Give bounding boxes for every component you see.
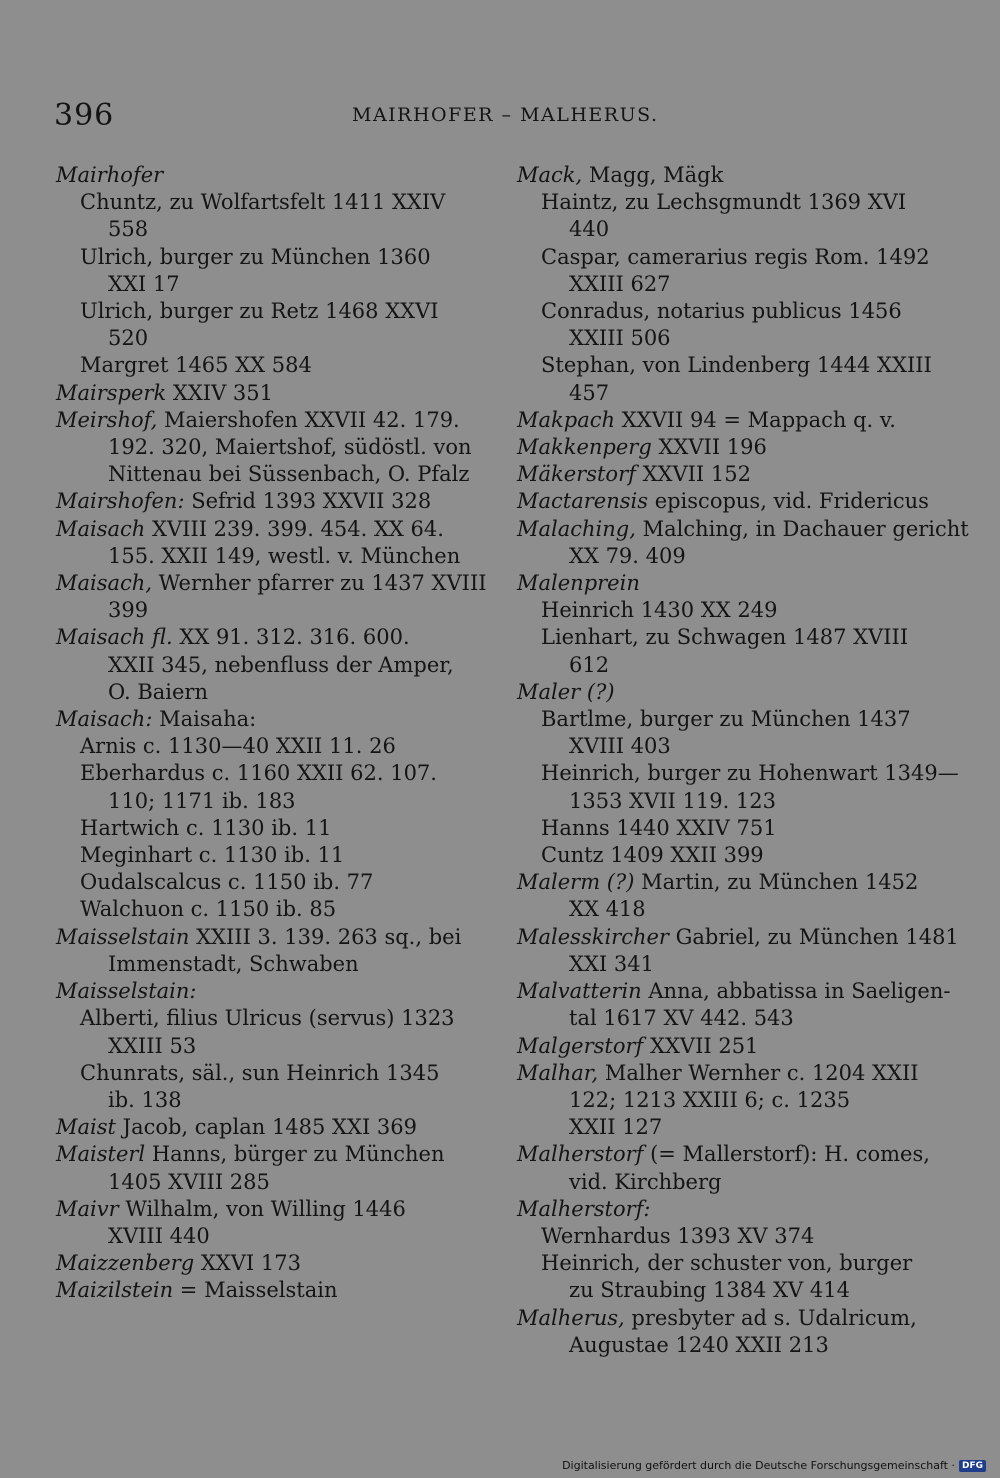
entry-text: Martin, zu München 1452 [634, 870, 919, 895]
entry-text: 520 [108, 326, 149, 351]
entry-text: Heinrich, burger zu Hohenwart 1349— [541, 761, 959, 786]
index-line [56, 896, 476, 923]
index-line [517, 380, 937, 407]
entry-text: Chuntz, zu Wolfartsfelt 1411 XXIV [80, 190, 446, 215]
headword: Makkenperg [517, 435, 652, 460]
index-line [517, 1196, 937, 1223]
index-line [56, 1087, 476, 1114]
entry-text: Bartlme, burger zu München 1437 [541, 707, 911, 732]
headword: Malherus, [517, 1305, 625, 1330]
index-line [56, 380, 476, 407]
index-line [517, 652, 937, 679]
index-line [56, 407, 476, 434]
index-line [56, 434, 476, 461]
index-line [517, 1114, 937, 1141]
index-line [56, 1005, 476, 1032]
headword: Maisach: [56, 707, 153, 732]
index-line [517, 733, 937, 760]
entry-text: XXVII 94 = Mappach q. v. [615, 407, 896, 432]
index-line [517, 815, 937, 842]
headword: Malerm (?) [517, 870, 635, 895]
entry-text: Gabriel, zu München 1481 [668, 924, 959, 949]
entry-text: 558 [108, 217, 149, 242]
entry-text: 192. 320, Maiertshof, südöstl. von [108, 435, 472, 460]
entry-text: XXIII 627 [569, 271, 671, 296]
index-line [56, 216, 476, 243]
entry-text: tal 1617 XV 442. 543 [569, 1006, 794, 1031]
entry-text: Augustae 1240 XXII 213 [569, 1332, 829, 1357]
headword: Maisselstain [56, 924, 190, 949]
dfg-logo: DFG [959, 1460, 986, 1472]
headword: Malenprein [517, 571, 640, 596]
index-line [517, 352, 937, 379]
index-line [517, 1005, 937, 1032]
index-line [56, 1223, 476, 1250]
headword: Malherstorf: [517, 1196, 651, 1221]
entry-text: 122; 1213 XXIII 6; c. 1235 [569, 1087, 851, 1112]
headword: Mactarensis [517, 489, 649, 514]
headword: Maisach fl. [56, 625, 173, 650]
index-line [56, 189, 476, 216]
headword: Maizilstein [56, 1278, 174, 1303]
entry-text: 1353 XVII 119. 123 [569, 788, 777, 813]
entry-text: Eberhardus c. 1160 XXII 62. 107. [80, 761, 437, 786]
index-line [56, 788, 476, 815]
entry-text: Heinrich 1430 XX 249 [541, 598, 778, 623]
entry-text: ib. 138 [108, 1087, 182, 1112]
index-line [56, 1114, 476, 1141]
index-line [517, 570, 937, 597]
entry-text: presbyter ad s. Udalricum, [624, 1305, 917, 1330]
index-line [56, 842, 476, 869]
headword: Mäkerstorf [517, 462, 636, 487]
index-line [56, 679, 476, 706]
index-line [56, 1250, 476, 1277]
entry-text: Alberti, filius Ulricus (servus) 1323 [80, 1006, 455, 1031]
entry-text: Hanns, bürger zu München [145, 1142, 445, 1167]
headword: Maisterl [56, 1142, 146, 1167]
entry-text: vid. Kirchberg [569, 1169, 722, 1194]
entry-text: = Maisselstain [173, 1278, 338, 1303]
entry-text: Ulrich, burger zu Retz 1468 XXVI [80, 299, 439, 324]
index-line [56, 733, 476, 760]
headword: Malhar, [517, 1060, 599, 1085]
entry-text: Conradus, notarius publicus 1456 [541, 299, 902, 324]
entry-text: XXVII 251 [643, 1033, 759, 1058]
index-line [517, 679, 937, 706]
footer-text: Digitalisierung gefördert durch die Deutsche Forschungsgemeinschaft · [562, 1459, 955, 1472]
entry-text: Lienhart, zu Schwagen 1487 XVIII [541, 625, 909, 650]
index-line [517, 760, 959, 787]
index-line [517, 842, 937, 869]
entry-text: Maisaha: [152, 707, 257, 732]
entry-text: Meginhart c. 1130 ib. 11 [80, 843, 345, 868]
index-line [56, 298, 476, 325]
index-line [517, 1223, 937, 1250]
index-line [56, 1169, 476, 1196]
entry-text: XXIII 53 [108, 1033, 197, 1058]
headword: Maizzenberg [56, 1251, 195, 1276]
index-line [56, 597, 476, 624]
index-line [517, 706, 937, 733]
index-line [517, 924, 959, 951]
index-line [56, 1277, 476, 1304]
entry-text: XVIII 440 [108, 1223, 210, 1248]
headword: Malesskircher [517, 924, 669, 949]
index-line [517, 1033, 937, 1060]
entry-text: Nittenau bei Süssenbach, O. Pfalz [108, 462, 470, 487]
entry-text: 457 [569, 380, 610, 405]
page-number: 396 [54, 98, 115, 133]
index-line [56, 624, 476, 651]
index-line [56, 978, 476, 1005]
entry-text: XXI 17 [108, 271, 180, 296]
headword: Mack, [517, 163, 583, 187]
index-line [517, 624, 937, 651]
index-line [56, 815, 476, 842]
headword: Malaching, [517, 516, 636, 541]
index-line [517, 407, 937, 434]
headword: Malgerstorf [517, 1033, 644, 1058]
index-line [517, 543, 937, 570]
entry-text: XXII 345, nebenfluss der Amper, [108, 652, 454, 677]
entry-text: Malching, in Dachauer gericht [635, 516, 969, 541]
index-line [517, 1250, 937, 1277]
entry-text: Immenstadt, Schwaben [108, 951, 359, 976]
entry-text: Arnis c. 1130—40 XXII 11. 26 [80, 734, 396, 759]
entry-text: XVIII 239. 399. 454. XX 64. [145, 516, 444, 541]
entry-text: Wernher pfarrer zu 1437 XVIII [152, 571, 487, 596]
headword: Maisselstain: [56, 979, 197, 1004]
running-head: MAIRHOFER – MALHERUS. [352, 104, 659, 126]
index-line [56, 1196, 476, 1223]
left-column [56, 162, 487, 1305]
entry-text: Caspar, camerarius regis Rom. 1492 [541, 244, 930, 269]
index-line [56, 1060, 476, 1087]
entry-text: 440 [569, 217, 610, 242]
index-line [517, 978, 951, 1005]
index-line [517, 788, 937, 815]
index-line [56, 352, 476, 379]
index-line [56, 325, 476, 352]
index-line [517, 216, 937, 243]
entry-text: Anna, abbatissa in Saeligen- [641, 979, 951, 1004]
entry-text: XX 91. 312. 316. 600. [172, 625, 410, 650]
entry-text: 399 [108, 598, 149, 623]
index-line [517, 869, 937, 896]
index-line [56, 543, 476, 570]
index-line [56, 951, 476, 978]
headword: Mairsperk [56, 380, 167, 405]
index-line [517, 434, 937, 461]
headword: Maler (?) [517, 679, 615, 704]
entry-text: Oudalscalcus c. 1150 ib. 77 [80, 870, 374, 895]
entry-text: XVIII 403 [569, 734, 671, 759]
index-line [56, 488, 476, 515]
entry-text: Haintz, zu Lechsgmundt 1369 XVI [541, 190, 907, 215]
index-line [56, 652, 476, 679]
headword: Mairhofer [56, 163, 164, 187]
headword: Malherstorf [517, 1142, 644, 1167]
entry-text: Malher Wernher c. 1204 XXII [598, 1060, 919, 1085]
index-line [517, 1087, 937, 1114]
index-line [517, 244, 937, 271]
entry-text: Wernhardus 1393 XV 374 [541, 1223, 815, 1248]
entry-text: XX 79. 409 [569, 543, 686, 568]
entry-text: Walchuon c. 1150 ib. 85 [80, 897, 337, 922]
entry-text: zu Straubing 1384 XV 414 [569, 1278, 850, 1303]
entry-text: episcopus, vid. Fridericus [648, 489, 929, 514]
index-line [56, 1033, 476, 1060]
index-line [517, 896, 937, 923]
index-line [517, 488, 937, 515]
headword: Maivr [56, 1196, 119, 1221]
index-line [517, 1169, 937, 1196]
headword: Makpach [517, 407, 615, 432]
index-line [517, 597, 937, 624]
entry-text: Sefrid 1393 XXVII 328 [184, 489, 432, 514]
index-line [517, 162, 937, 189]
entry-text: XXIV 351 [166, 380, 273, 405]
headword: Maisach, [56, 571, 152, 596]
entry-text: XX 418 [569, 897, 646, 922]
entry-text: 155. XXII 149, westl. v. München [108, 543, 461, 568]
index-line [517, 298, 937, 325]
index-line [517, 271, 937, 298]
index-line [517, 1277, 937, 1304]
entry-text: Hartwich c. 1130 ib. 11 [80, 815, 332, 840]
entry-text: (= Mallerstorf): H. comes, [643, 1142, 930, 1167]
footer-credit [562, 1459, 986, 1472]
right-column [517, 162, 969, 1359]
headword: Mairshofen: [56, 489, 185, 514]
index-line [517, 1141, 937, 1168]
entry-text: XXIII 506 [569, 326, 671, 351]
index-line [517, 1305, 937, 1332]
headword: Malvatterin [517, 979, 642, 1004]
entry-text: XXI 341 [569, 951, 654, 976]
entry-text: Magg, Mägk [582, 163, 724, 187]
index-line [56, 1141, 476, 1168]
headword: Maist [56, 1115, 116, 1140]
index-line [517, 951, 937, 978]
entry-text: 1405 XVIII 285 [108, 1169, 270, 1194]
index-line [517, 1060, 937, 1087]
index-line [56, 706, 476, 733]
entry-text: XXII 127 [569, 1115, 663, 1140]
index-line [517, 461, 937, 488]
entry-text: XXIII 3. 139. 263 sq., bei [189, 924, 462, 949]
index-line [56, 516, 476, 543]
index-line [56, 162, 476, 189]
entry-text: Stephan, von Lindenberg 1444 XXIII [541, 353, 932, 378]
index-line [56, 760, 476, 787]
entry-text: 612 [569, 652, 610, 677]
entry-text: Heinrich, der schuster von, burger [541, 1251, 913, 1276]
entry-text: O. Baiern [108, 679, 208, 704]
headword: Meirshof, [56, 407, 158, 432]
index-line [517, 1332, 937, 1359]
entry-text: XXVI 173 [194, 1251, 301, 1276]
index-line [517, 325, 937, 352]
index-line [56, 924, 476, 951]
entry-text: XXVII 152 [635, 462, 751, 487]
entry-text: Margret 1465 XX 584 [80, 353, 312, 378]
index-line [56, 271, 476, 298]
entry-text: Chunrats, säl., sun Heinrich 1345 [80, 1060, 440, 1085]
entry-text: Maiershofen XXVII 42. 179. [157, 407, 460, 432]
index-line [517, 516, 969, 543]
index-line [56, 869, 476, 896]
entry-text: Wilhalm, von Willing 1446 [118, 1196, 406, 1221]
entry-text: XXVII 196 [651, 435, 767, 460]
entry-text: 110; 1171 ib. 183 [108, 788, 296, 813]
index-line [56, 244, 476, 271]
index-line [56, 570, 487, 597]
headword: Maisach [56, 516, 146, 541]
entry-text: Cuntz 1409 XXII 399 [541, 843, 764, 868]
entry-text: Ulrich, burger zu München 1360 [80, 244, 431, 269]
entry-text: Hanns 1440 XXIV 751 [541, 815, 777, 840]
index-line [56, 461, 476, 488]
index-line [517, 189, 937, 216]
entry-text: Jacob, caplan 1485 XXI 369 [115, 1115, 418, 1140]
